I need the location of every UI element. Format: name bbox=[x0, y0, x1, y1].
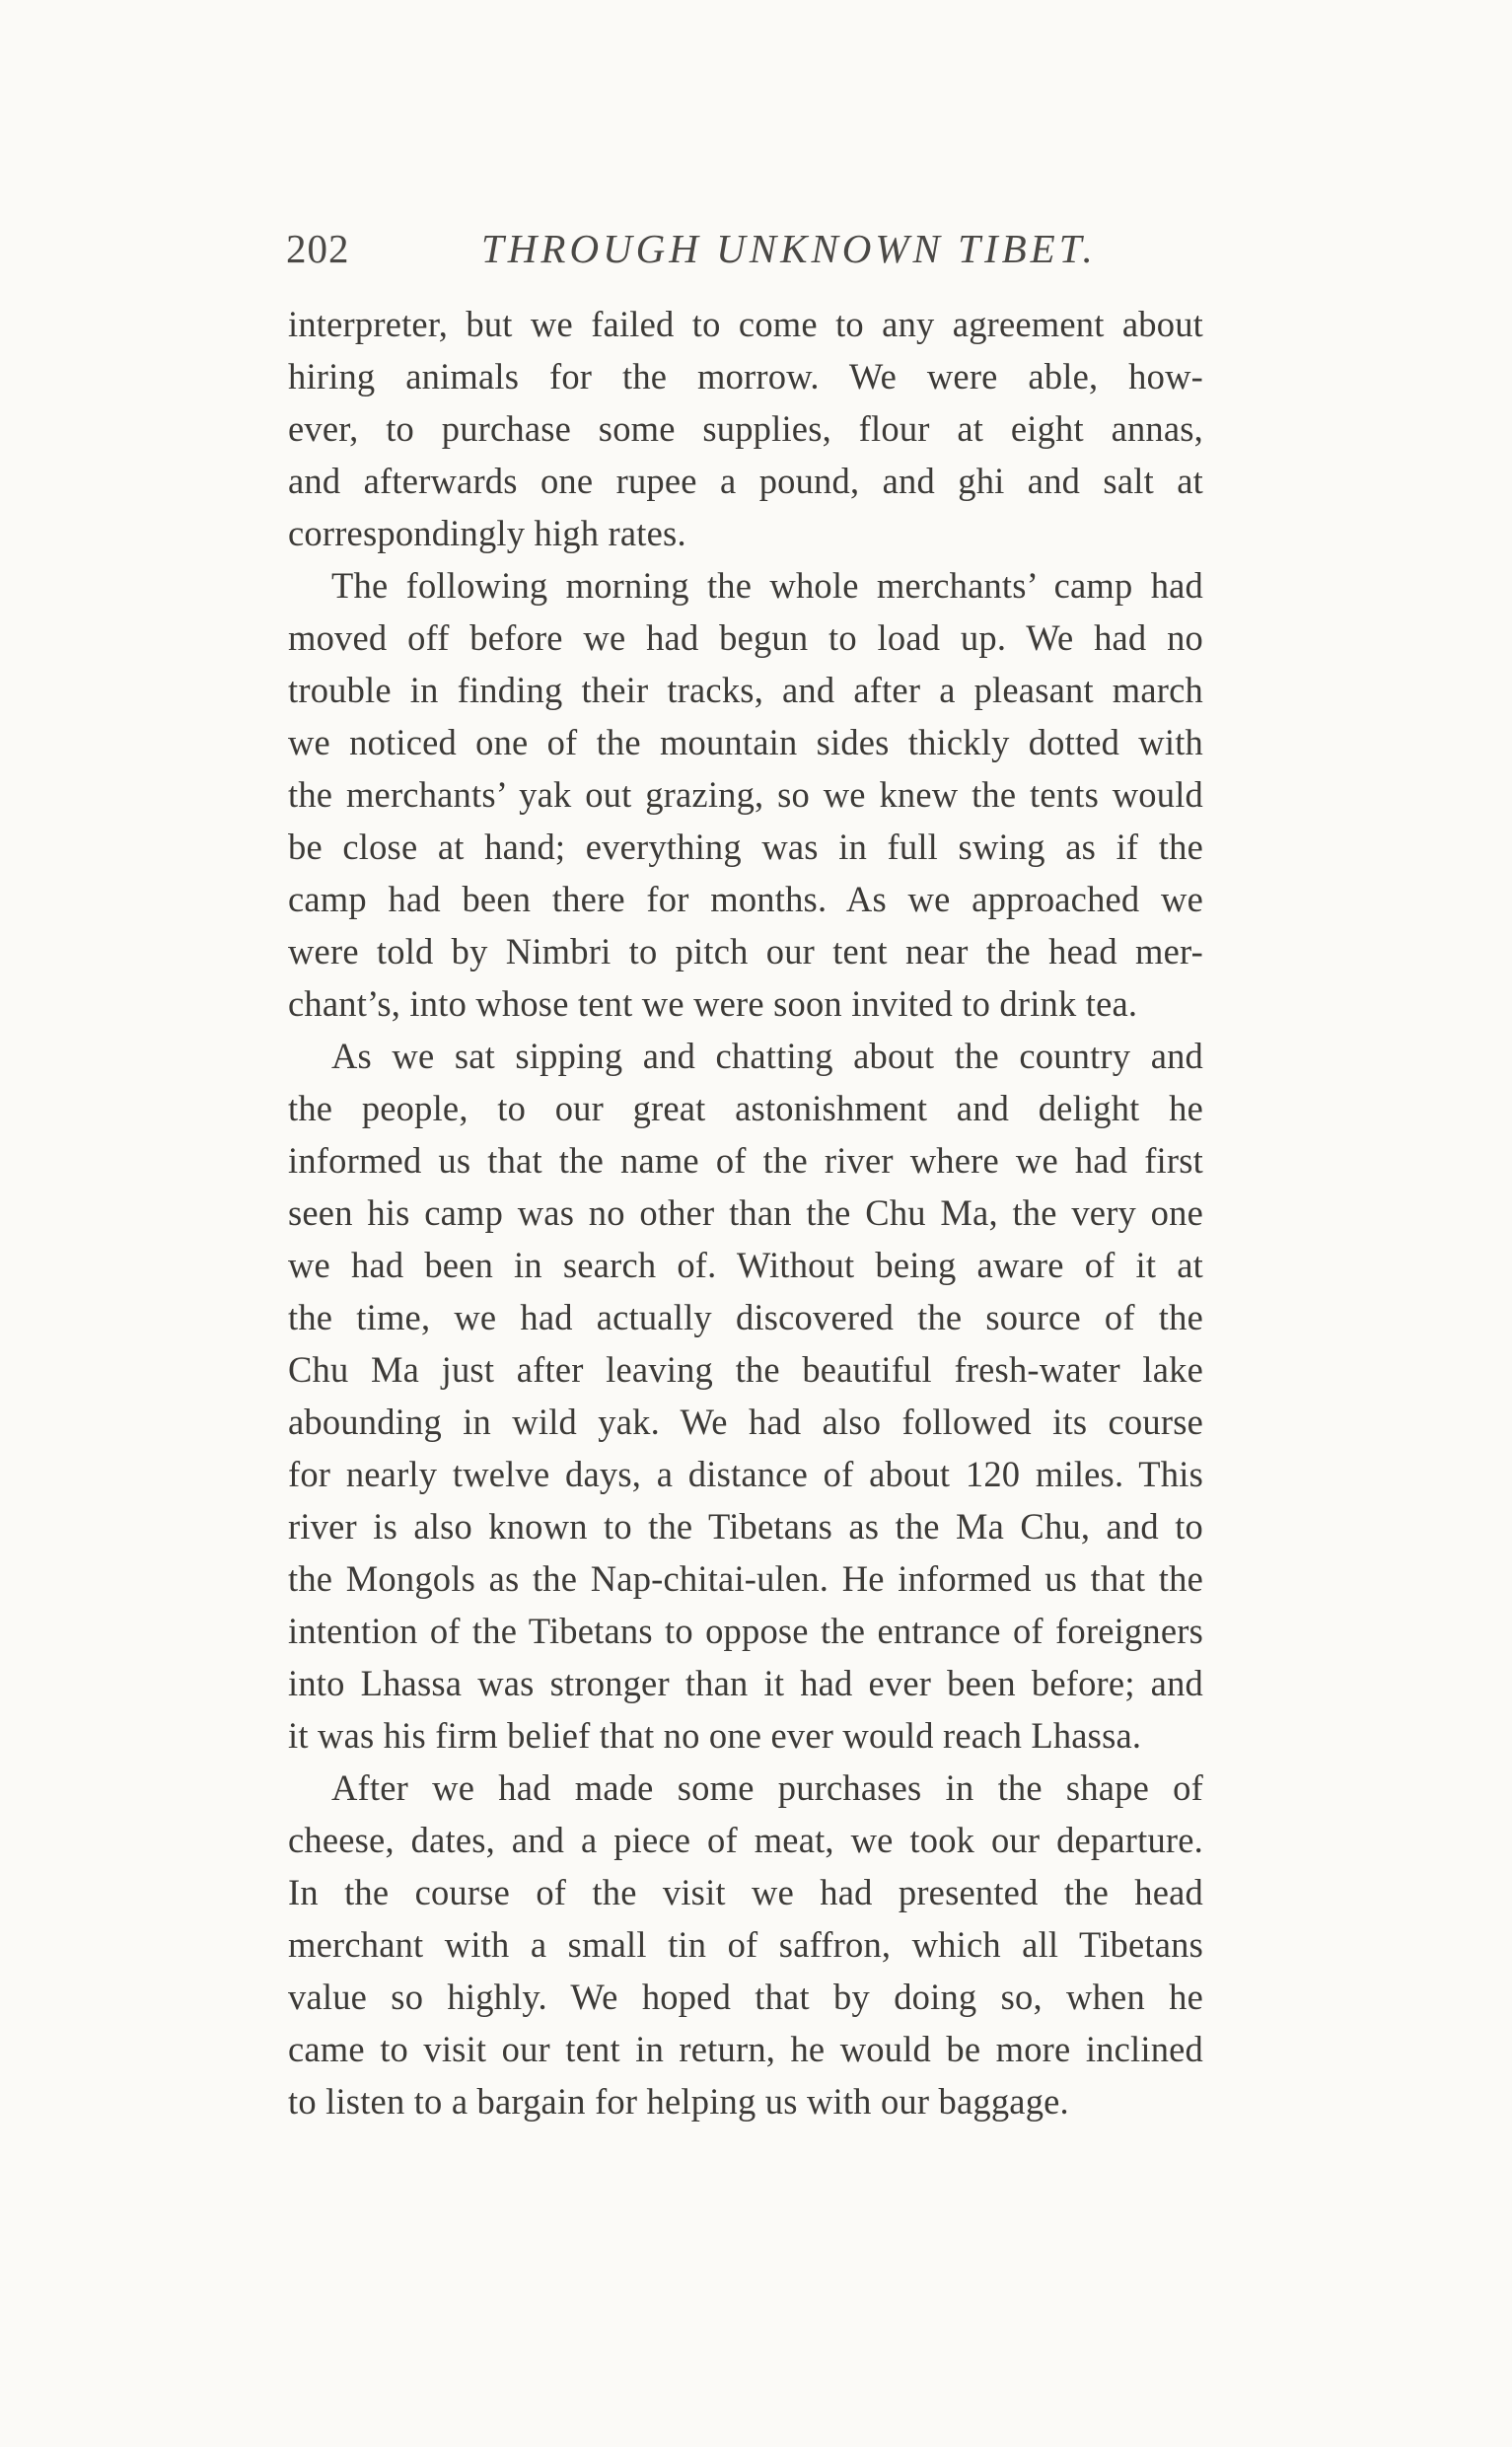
text-line: ever, to purchase some supplies, flour at eight annas, bbox=[288, 408, 1203, 449]
text-line: river is also known to the Tibetans as the Ma Chu, and to bbox=[288, 1506, 1203, 1547]
text-line: As we sat sipping and chatting about the country and bbox=[331, 1036, 1203, 1076]
text-line: camp had been there for months. As we approached we bbox=[288, 879, 1203, 919]
text-line: the people, to our great astonishment and delight he bbox=[288, 1088, 1203, 1128]
paragraph bbox=[288, 559, 1203, 1030]
running-title: THROUGH UNKNOWN TIBET. bbox=[481, 226, 1097, 271]
paragraph bbox=[288, 1762, 1203, 2127]
body-text bbox=[288, 298, 1203, 2127]
text-line: value so highly. We hoped that by doing so, when he bbox=[288, 1977, 1203, 2017]
text-line: In the course of the visit we had presented the head bbox=[288, 1872, 1203, 1912]
text-line: we noticed one of the mountain sides thickly dotted with bbox=[288, 722, 1203, 762]
page-number: 202 bbox=[286, 226, 350, 271]
text-line: be close at hand; everything was in full swing as if the bbox=[288, 827, 1203, 867]
text-line: the merchants’ yak out grazing, so we knew the tents would bbox=[288, 774, 1203, 815]
paragraph bbox=[288, 298, 1203, 559]
text-line: the time, we had actually discovered the source of the bbox=[288, 1297, 1203, 1337]
text-line: abounding in wild yak. We had also followed its course bbox=[288, 1402, 1203, 1442]
paragraph bbox=[288, 1030, 1203, 1762]
text-line: cheese, dates, and a piece of meat, we took our departure. bbox=[288, 1820, 1203, 1860]
text-line: Chu Ma just after leaving the beautiful fresh-water lake bbox=[288, 1349, 1203, 1390]
text-line: into Lhassa was stronger than it had ever been before; and bbox=[288, 1663, 1203, 1703]
text-line: After we had made some purchases in the shape of bbox=[331, 1767, 1203, 1808]
text-line: to listen to a bargain for helping us with our baggage. bbox=[288, 2081, 1069, 2122]
text-line: interpreter, but we failed to come to any agreement about bbox=[288, 304, 1203, 344]
text-line: it was his firm belief that no one ever would reach Lhassa. bbox=[288, 1715, 1142, 1756]
text-line: merchant with a small tin of saffron, which all Tibetans bbox=[288, 1924, 1203, 1965]
text-line: hiring animals for the morrow. We were able, how- bbox=[288, 356, 1203, 396]
text-line: The following morning the whole merchants’ camp had bbox=[331, 565, 1203, 606]
text-line: chant’s, into whose tent we were soon invited to drink tea. bbox=[288, 983, 1138, 1024]
text-line: informed us that the name of the river where we had first bbox=[288, 1140, 1203, 1181]
text-line: we had been in search of. Without being aware of it at bbox=[288, 1245, 1203, 1285]
text-line: were told by Nimbri to pitch our tent near the head mer- bbox=[288, 931, 1203, 972]
running-head bbox=[286, 219, 1207, 278]
text-line: correspondingly high rates. bbox=[288, 513, 686, 553]
text-line: for nearly twelve days, a distance of about 120 miles. This bbox=[288, 1454, 1203, 1494]
text-line: moved off before we had begun to load up. We had no bbox=[288, 617, 1203, 658]
text-line: the Mongols as the Nap-chitai-ulen. He informed us that the bbox=[288, 1558, 1203, 1599]
text-line: and afterwards one rupee a pound, and ghi and salt at bbox=[288, 461, 1203, 501]
text-line: trouble in finding their tracks, and after a pleasant march bbox=[288, 670, 1203, 710]
text-line: came to visit our tent in return, he would be more inclined bbox=[288, 2029, 1203, 2069]
text-line: seen his camp was no other than the Chu Ma, the very one bbox=[288, 1192, 1203, 1233]
text-line: intention of the Tibetans to oppose the entrance of foreigners bbox=[288, 1611, 1203, 1651]
